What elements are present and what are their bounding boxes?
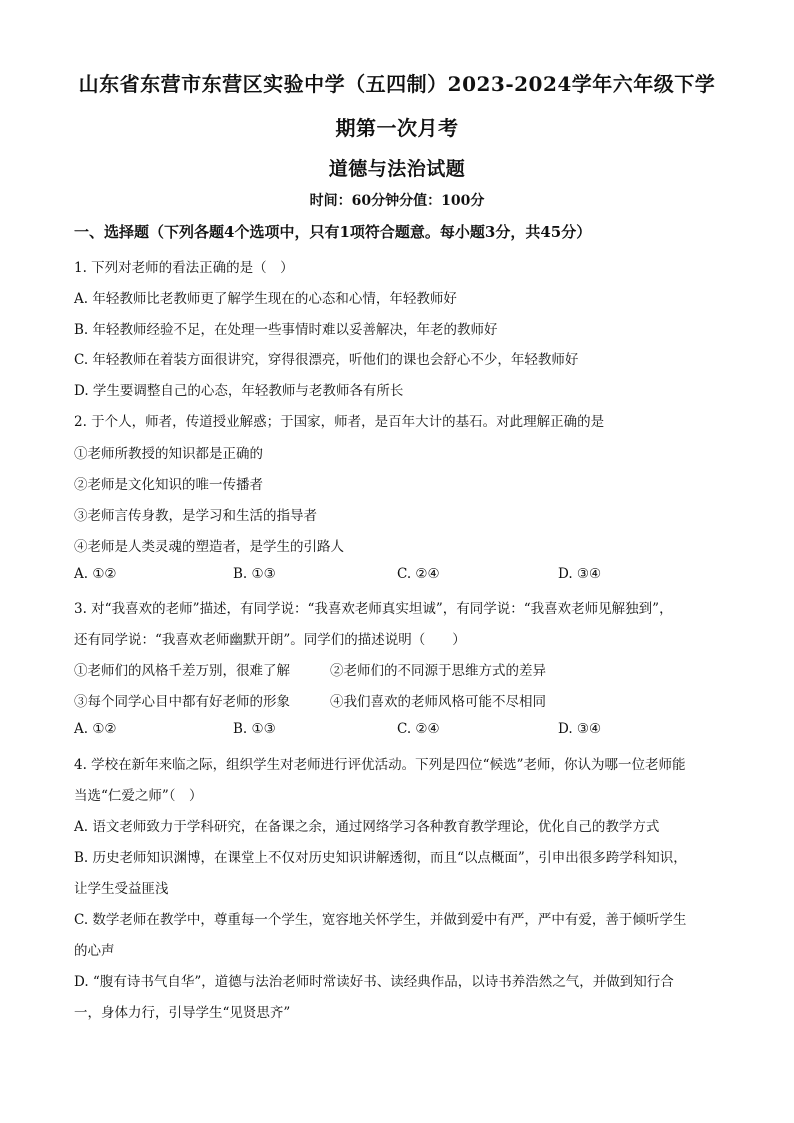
question-1-stem: 1. 下列对老师的看法正确的是（ ） (74, 260, 294, 276)
question-4-option-c-line2: 的心声 (74, 943, 115, 959)
exam-title-line1: 山东省东营市东营区实验中学（五四制）2023-2024学年六年级下学 (78, 72, 716, 96)
question-2-option-b: B. ①③ (233, 566, 276, 582)
section-heading: 一、选择题（下列各题4个选项中，只有1项符合题意。每小题3分，共45分） (74, 223, 592, 241)
question-2-option-d: D. ③④ (558, 566, 602, 582)
question-2-statement-2: ②老师是文化知识的唯一传播者 (74, 477, 263, 493)
question-3-statement-2: ②老师们的不同源于思维方式的差异 (330, 663, 546, 679)
question-4-option-a: A. 语文老师致力于学科研究，在备课之余，通过网络学习各种教育教学理论，优化自己的教学方式 (74, 819, 660, 835)
question-4-option-d-line2: 一，身体力行，引导学生“见贤思齐” (74, 1005, 291, 1021)
question-2-option-c: C. ②④ (397, 566, 440, 582)
question-3-stem-line2: 还有同学说：“我喜欢老师幽默开朗”。同学们的描述说明（ ） (74, 632, 466, 648)
question-3-option-d: D. ③④ (558, 721, 602, 737)
question-3-option-b: B. ①③ (233, 721, 276, 737)
exam-subject: 道德与法治试题 (328, 158, 466, 180)
question-1-option-b: B. 年轻教师经验不足，在处理一些事情时难以妥善解决，年老的教师好 (74, 322, 498, 338)
question-4-option-b-line1: B. 历史老师知识渊博，在课堂上不仅对历史知识讲解透彻，而且“以点概面”，引申出很多跨学科知识， (74, 850, 687, 866)
question-3-statement-4: ④我们喜欢的老师风格可能不尽相同 (330, 694, 546, 710)
question-4-option-d-line1: D. “腹有诗书气自华”，道德与法治老师时常读好书、读经典作品，以诗书养浩然之气，并做到知行合 (74, 974, 674, 990)
question-2-statement-1: ①老师所教授的知识都是正确的 (74, 446, 263, 462)
exam-title-line2: 期第一次月考 (335, 116, 459, 140)
question-3-stem-line1: 3. 对“我喜欢的老师”描述，有同学说：“我喜欢老师真实坦诚”，有同学说：“我喜欢老师见解独到”， (74, 601, 673, 617)
question-3-statement-3: ③每个同学心目中都有好老师的形象 (74, 694, 290, 710)
question-1-option-c: C. 年轻教师在着装方面很讲究，穿得很漂亮，听他们的课也会舒心不少，年轻教师好 (74, 352, 579, 368)
question-4-stem-line2: 当选“仁爱之师”（ ） (74, 788, 203, 804)
question-4-option-b-line2: 让学生受益匪浅 (74, 881, 169, 897)
question-1-option-d: D. 学生要调整自己的心态，年轻教师与老教师各有所长 (74, 383, 404, 399)
question-3-option-a: A. ①② (74, 721, 117, 737)
question-4-option-c-line1: C. 数学老师在教学中，尊重每一个学生，宽容地关怀学生，并做到爱中有严，严中有爱，善于倾听学生 (74, 912, 687, 928)
question-4-stem-line1: 4. 学校在新年来临之际，组织学生对老师进行评优活动。下列是四位“候选”老师，你认为哪一位老师能 (74, 757, 686, 773)
question-1-option-a: A. 年轻教师比老教师更了解学生现在的心态和心情，年轻教师好 (74, 291, 457, 307)
question-2-option-a: A. ①② (74, 566, 117, 582)
question-2-statement-3: ③老师言传身教，是学习和生活的指导者 (74, 508, 317, 524)
question-3-statement-1: ①老师们的风格千差万别，很难了解 (74, 663, 290, 679)
question-2-stem: 2. 于个人，师者，传道授业解惑；于国家，师者，是百年大计的基石。对此理解正确的是 (74, 414, 605, 430)
question-2-statement-4: ④老师是人类灵魂的塑造者，是学生的引路人 (74, 539, 344, 555)
time-score-info: 时间：60分钟分值：100分 (309, 193, 485, 209)
question-3-option-c: C. ②④ (397, 721, 440, 737)
